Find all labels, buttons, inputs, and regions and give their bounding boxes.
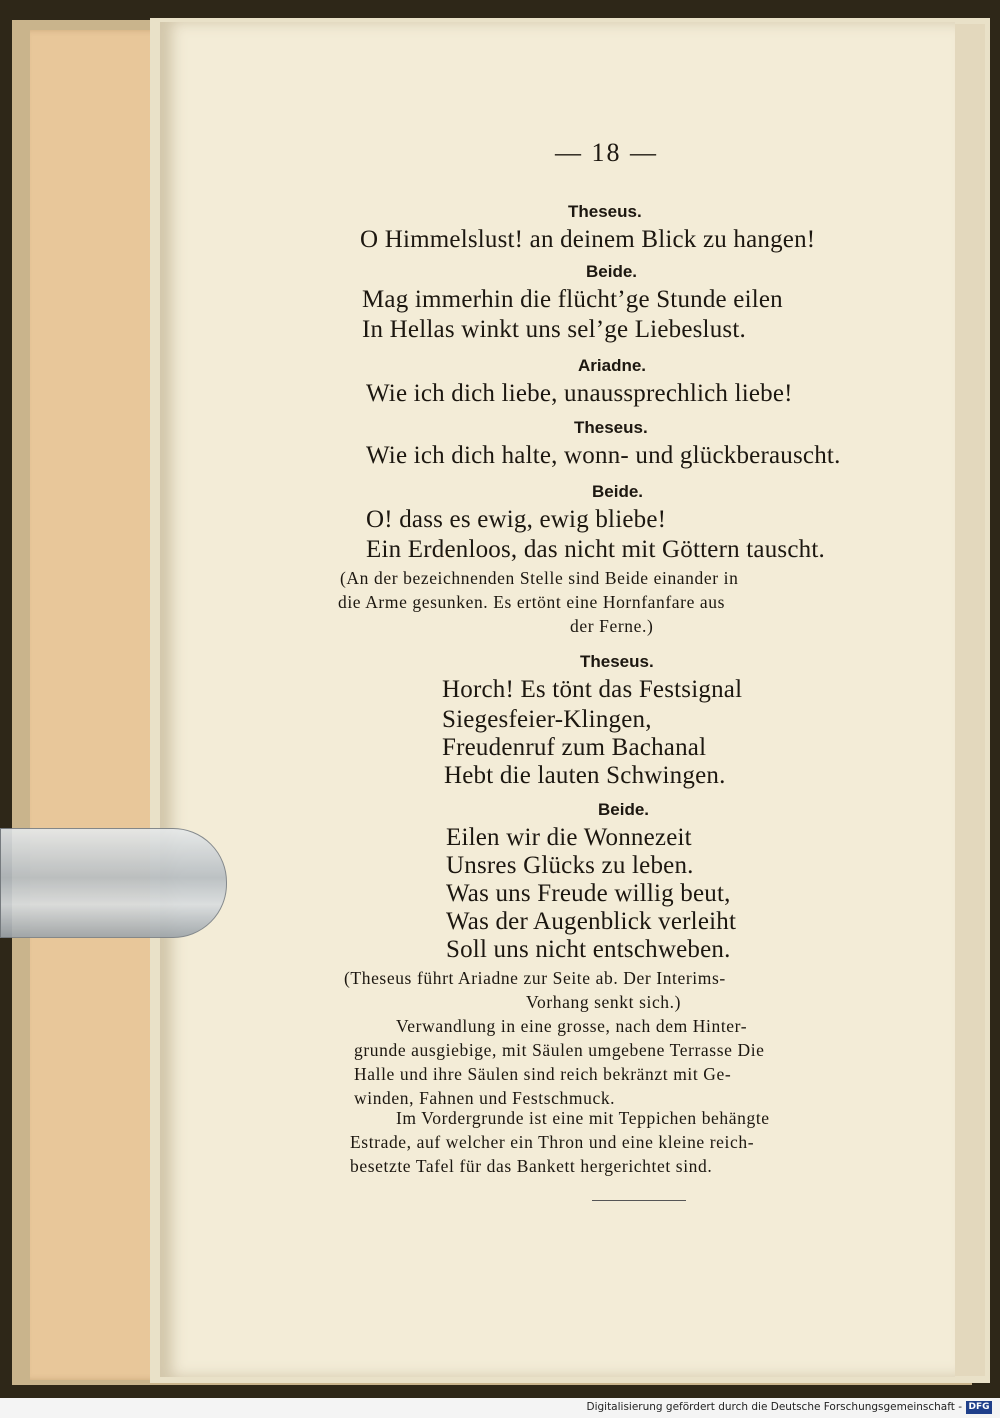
page-text — [330, 0, 930, 1398]
glass-page-holder — [0, 828, 227, 938]
stage-direction: Vorhang senkt sich.) — [526, 992, 682, 1012]
verse-line: O! dass es ewig, ewig bliebe! — [366, 506, 667, 533]
end-rule — [592, 1200, 686, 1201]
page-number: — 18 — — [555, 138, 658, 167]
verse-line: Freudenruf zum Bachanal — [442, 734, 707, 761]
speaker-label: Beide. — [598, 800, 650, 819]
stage-direction: die Arme gesunken. Es ertönt eine Hornfanfare aus — [338, 592, 726, 612]
verse-line: Horch! Es tönt das Festsignal — [442, 676, 743, 703]
verse-line: Wie ich dich liebe, unaussprechlich liebe! — [366, 380, 793, 407]
verse-line: Hebt die lauten Schwingen. — [444, 762, 726, 789]
speaker-label: Theseus. — [568, 202, 642, 221]
dfg-logo-icon: DFG — [966, 1401, 992, 1414]
digitization-footer — [0, 1398, 1000, 1418]
speaker-label: Beide. — [586, 262, 638, 281]
scene-description: Estrade, auf welcher ein Thron und eine kleine reich- — [350, 1132, 755, 1152]
speaker-label: Beide. — [592, 482, 644, 501]
scene-description: besetzte Tafel für das Bankett hergerichtet sind. — [350, 1156, 713, 1176]
page-edge — [955, 24, 985, 1376]
verse-line: In Hellas winkt uns sel’ge Liebeslust. — [362, 316, 746, 343]
scene-description: Verwandlung in eine grosse, nach dem Hinter- — [396, 1016, 748, 1036]
verse-line: Siegesfeier-Klingen, — [442, 706, 652, 733]
verse-line: Was der Augenblick verleiht — [446, 908, 737, 935]
speaker-label: Theseus. — [580, 652, 654, 671]
verse-line: Unsres Glücks zu leben. — [446, 852, 694, 879]
stage-direction: (Theseus führt Ariadne zur Seite ab. Der Interims- — [344, 968, 726, 988]
speaker-label: Ariadne. — [578, 356, 647, 375]
scene-description: winden, Fahnen und Festschmuck. — [354, 1088, 616, 1108]
verse-line: Eilen wir die Wonnezeit — [446, 824, 692, 851]
speaker-label: Theseus. — [574, 418, 648, 437]
funding-note: Digitalisierung gefördert durch die Deutsche Forschungsgemeinschaft - — [586, 1401, 962, 1413]
verse-line: Was uns Freude willig beut, — [446, 880, 731, 907]
verse-line: Mag immerhin die flücht’ge Stunde eilen — [362, 286, 783, 313]
scene-description: grunde ausgiebige, mit Säulen umgebene Terrasse Die — [354, 1040, 765, 1060]
scene-description: Im Vordergrunde ist eine mit Teppichen behängte — [396, 1108, 770, 1128]
verse-line: Soll uns nicht entschweben. — [446, 936, 731, 963]
verse-line: Ein Erdenloos, das nicht mit Göttern tauscht. — [366, 536, 825, 563]
scene-description: Halle und ihre Säulen sind reich bekränzt mit Ge- — [354, 1064, 732, 1084]
cover-edge — [30, 30, 170, 1380]
stage-direction: (An der bezeichnenden Stelle sind Beide einander in — [340, 568, 739, 588]
verse-line: Wie ich dich halte, wonn- und glückberauscht. — [366, 442, 841, 469]
verse-line: O Himmelslust! an deinem Blick zu hangen! — [360, 226, 816, 253]
stage-direction: der Ferne.) — [570, 616, 654, 636]
